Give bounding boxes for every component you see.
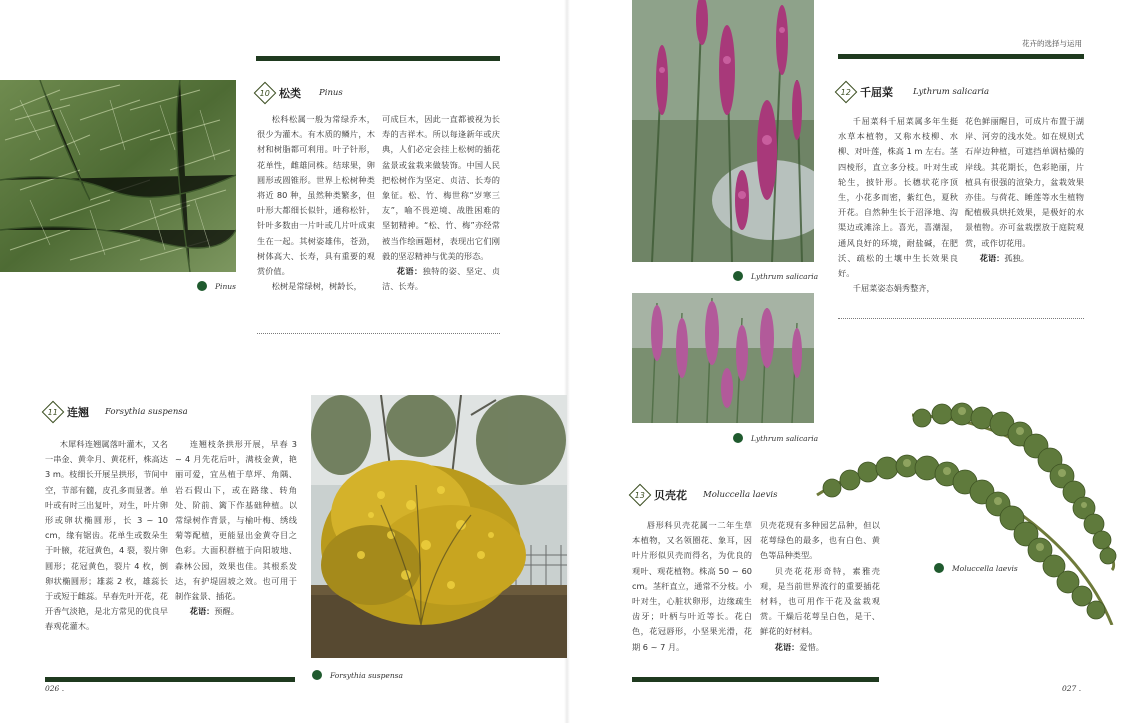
caption-dot-icon bbox=[934, 563, 944, 573]
forsythia-column-2: 连翘枝条拱形开展，早春 3 ~ 4 月先花后叶，满枝金黄，艳丽可爱，宜丛植于草坪、角隅、岩石假山下，或在路缘、转角处、阶前、篱下作基础种植。以常绿树作背景，与榆叶梅、绣线菊等配植，更能显出金黄夺目之色彩。大面积群植于向阳坡地、森林公园，效果也佳。其根系发达，有护堤固坡之效。也可用于制作盆景、插花。 花语：预醒。 bbox=[175, 437, 297, 619]
pinus-cn-name: 松类 bbox=[279, 87, 301, 100]
bottom-bar-right bbox=[632, 677, 879, 682]
lythrum-photo-bottom bbox=[632, 293, 814, 423]
pinus-heading bbox=[257, 85, 343, 101]
pinus-flower-language: 花语：独特的姿、坚定、贞洁、长寿。 bbox=[382, 266, 500, 292]
moluccella-photo bbox=[812, 400, 1134, 625]
pinus-latin-name: Pinus bbox=[319, 88, 343, 98]
lythrum-caption-top: Lythrum salicaria bbox=[733, 271, 818, 281]
pinus-caption: Pinus bbox=[197, 281, 236, 291]
lythrum-column-1: 千屈菜科千屈菜属多年生挺水草本植物，又称水枝柳、水柳、对叶莲，株高 1 m 左右。茎四棱形，直立多分枝。叶对生或轮生，披针形。长穗状花序顶生，小花多而密，紫红色，夏秋开花。自然种生长于沼泽地、沟渠边或滩涂上。喜光，喜潮湿，通风良好的环境，耐盐碱，在肥沃、疏松的土壤中生长效果良好。 千屈菜姿态娟秀整齐， bbox=[838, 116, 958, 294]
forsythia-column-1: 木犀科连翘属落叶灌木，又名一串金、黄伞月、黄花杆，株高达 3 m。枝细长开展呈拱形，节间中空，节部有髓，皮孔多而显著。单叶或有时三出复叶，对生，叶片卵形或卵状椭圆形，长 3 ~ 10 cm，缘有锯齿。花单生或数朵生于叶腋，花冠黄色，4 裂，裂片卵圆形；花冠黄色，裂片 4 枚，倒卵状椭圆形；雄蕊 2 枚，雄蕊长于或短于雌蕊。早春先叶开花，花开香气淡艳，是北方常见的优良早春观花灌木。 bbox=[45, 439, 168, 632]
lythrum-caption-bottom: Lythrum salicaria bbox=[733, 433, 818, 443]
forsythia-photo bbox=[311, 395, 567, 658]
pinus-column-1: 松科松属一般为常绿乔木，很少为灌木。有木质的鳞片，木材和树脂都可利用。叶子针形，花单性，雌雄同株。结球果，卵圆形或圆锥形。世界上松树种类将近 80 种，虽然种类繁多，但叶形大都细长似针，通称松针，针叶多数由一片叶或几片叶成束生在一起。其树姿雄伟，苍劲，树体高大、长寿，具有重要的观赏价值。 松树是常绿树，树龄长， bbox=[257, 114, 375, 292]
moluccella-cn-name: 贝壳花 bbox=[654, 489, 687, 502]
running-head: 花卉的选择与运用 bbox=[1022, 39, 1082, 48]
lythrum-photo-top bbox=[632, 0, 814, 262]
moluccella-heading bbox=[632, 487, 777, 503]
lythrum-divider bbox=[838, 318, 1084, 319]
lythrum-column-2: 花色鲜丽醒目，可成片布置于湖岸、河旁的浅水处。如在规则式石岸边种植，可遮挡单调枯燥的岸线。其花期长，色彩艳丽，片植具有很强的渲染力，盆栽效果亦佳。与荷花、睡莲等水生植物配植极具烘托效果，是极好的水景植物。亦可盆栽摆放于庭院观赏，或作切花用。 花语：孤独。 bbox=[965, 114, 1084, 266]
entry-number-badge: 11 bbox=[42, 401, 65, 424]
lythrum-cn-name: 千屈菜 bbox=[860, 86, 893, 99]
caption-dot-icon bbox=[312, 670, 322, 680]
caption-dot-icon bbox=[733, 433, 743, 443]
forsythia-caption: Forsythia suspensa bbox=[312, 670, 403, 680]
top-bar-right bbox=[838, 54, 1084, 59]
forsythia-latin-name: Forsythia suspensa bbox=[105, 407, 188, 417]
moluccella-flower-language: 花语：爱惜。 bbox=[774, 641, 824, 652]
entry-number-badge: 13 bbox=[629, 484, 652, 507]
forsythia-flower-language: 花语：预醒。 bbox=[189, 606, 239, 617]
caption-dot-icon bbox=[733, 271, 743, 281]
lythrum-latin-name: Lythrum salicaria bbox=[913, 87, 990, 97]
moluccella-latin-name: Moluccella laevis bbox=[703, 490, 778, 500]
moluccella-column-1: 唇形科贝壳花属一二年生草本植物，又名领圈花、象耳，因叶片形似贝壳而得名，为优良的观叶、观花植物。株高 50 ~ 60 cm。茎秆直立，通常不分枝。小叶对生，心脏状卵形，边缘疏生齿牙；叶柄与叶近等长。花白色，花冠唇形，小坚果光滑，花期 6 ~ 7 月。 bbox=[632, 520, 752, 652]
entry-number-badge: 12 bbox=[835, 81, 858, 104]
pinus-photo bbox=[0, 80, 236, 272]
page-number-right: 027 . bbox=[1062, 684, 1082, 693]
moluccella-column-2: 贝壳花现有多种园艺品种，但以花萼绿色的最多，也有白色、黄色等品种类型。 贝壳花花形奇特，素雅壳观，是当前世界流行的重要插花材料，也可用作干花及盆栽观赏。干燥后花萼呈白色，是干、鲜花的好材料。 花语：爱惜。 bbox=[760, 518, 880, 655]
lythrum-heading bbox=[838, 84, 989, 100]
top-bar-left bbox=[256, 56, 500, 61]
lythrum-flower-language: 花语：孤独。 bbox=[979, 252, 1029, 263]
pinus-divider bbox=[257, 333, 500, 334]
entry-number-badge: 10 bbox=[254, 82, 277, 105]
caption-dot-icon bbox=[197, 281, 207, 291]
moluccella-caption: Moluccella laevis bbox=[934, 563, 1018, 573]
bottom-bar-left bbox=[45, 677, 295, 682]
page-number-left: 026 . bbox=[45, 684, 65, 693]
forsythia-heading bbox=[45, 404, 188, 420]
forsythia-cn-name: 连翘 bbox=[67, 406, 89, 419]
pinus-column-2: 可成巨木，因此一直都被视为长寿的吉祥木。所以每逢新年或庆典，人们必定会挂上松树的插花盆景或盆栽来做装饰。中国人民把松树作为坚定、贞洁、长寿的象征。松、竹、梅世称“岁寒三友”，喻不畏逆境、战胜困难的坚韧精神。“松、竹、梅”亦经常被当作绘画题材，表现出它们刚毅的坚忍精神与优美的形态。 花语：独特的姿、坚定、贞洁、长寿。 bbox=[382, 112, 500, 294]
